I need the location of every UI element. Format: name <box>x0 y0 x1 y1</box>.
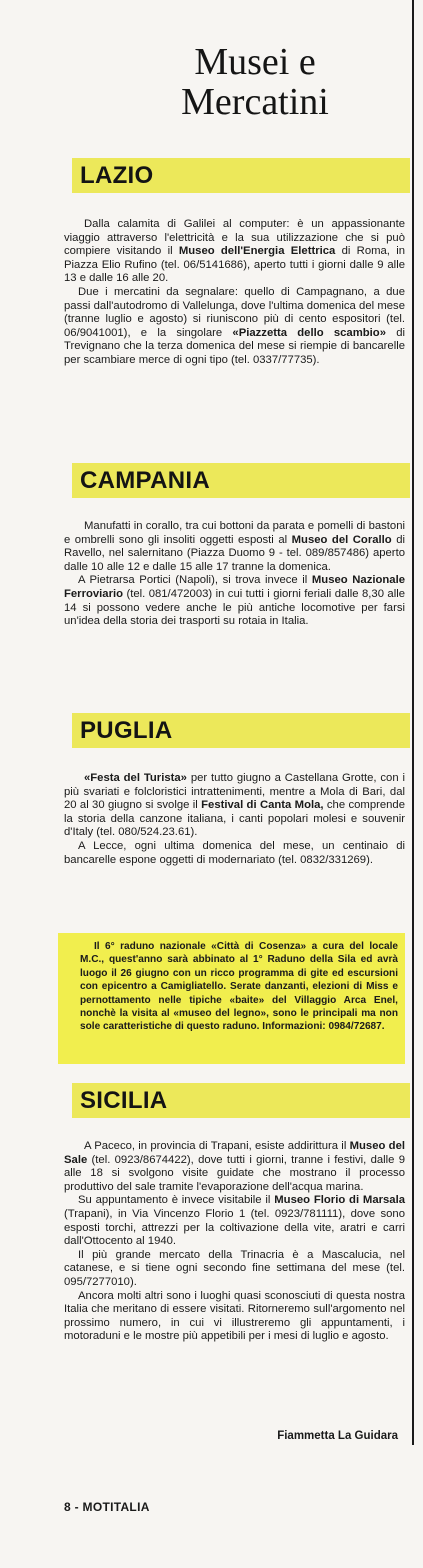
section-heading-label: PUGLIA <box>80 717 173 744</box>
paragraph <box>64 772 405 840</box>
museum-name: Museo del Sale <box>64 1140 405 1166</box>
section-heading-puglia <box>72 713 410 748</box>
text-run: che comprende la storia della canzone italiana, i canti popolari molesi e souvenir d'Italy (tel. 080/524.23.61). <box>64 799 405 839</box>
section-heading-sicilia <box>72 1083 410 1118</box>
paragraph: Ancora molti altri sono i luoghi quasi sconosciuti di questa nostra Italia che meritano di essere visitati. Ritorneremo sull'argomento nel prossimo numero, in cui vi illustreremo gli appuntamenti, i motoraduni e le mostre più appetibili per i mesi di luglio e agosto. <box>64 1289 405 1343</box>
text-run: (tel. 0923/8674422), dove tutti i giorni, tranne i festivi, dalle 9 alle 18 si svolgono visite guidate che mostrano il processo produttivo del sale tramite l'evaporazione dell'acqua marina. <box>64 1153 405 1193</box>
section-heading-label: SICILIA <box>80 1087 168 1114</box>
section-heading-lazio <box>72 158 410 193</box>
text-run: di Trevignano che la terza domenica del mese si riempie di bancarelle per scambiare merce di ogni tipo (tel. 0337/77735). <box>64 326 406 366</box>
column-rule <box>412 0 414 1445</box>
paragraph <box>64 520 405 574</box>
text-run: A Pietrarsa Portici (Napoli), si trova invece il <box>78 574 312 587</box>
paragraph <box>64 286 405 368</box>
text-run: di Ravello, nel salernitano (Piazza Duomo 9 - tel. 089/857486) aperto dalle 10 alle 12 e dalle 15 alle 17 tranne la domenica. <box>64 533 405 573</box>
museum-name: Museo Nazionale Ferroviario <box>64 574 405 600</box>
info-box-text: Il 6° raduno nazionale «Città di Cosenza» a cura del locale M.C., quest'anno sarà abbinato al 1° Raduno della Sila ed avrà luogo il 26 giugno con un ricco programma di gite ed escursioni con epicentro a Camigliatello. Serate danzanti, elezioni di Miss e pernottamento nelle tipiche «baite» del Villaggio Arca Enel, nonchè la visita al «museo del legno», sono le principali ma non sole caratteristiche di questo raduno. Informazioni: 0984/72687. <box>80 941 398 1033</box>
text-run: per tutto giugno a Castellana Grotte, con i più svariati e folcloristici intrattenimenti, mentre a Mola di Bari, dal 20 al 30 giugno si svolge il <box>64 772 405 812</box>
section-heading-label: CAMPANIA <box>80 467 210 494</box>
event-name: Festival di Canta Mola, <box>201 799 324 812</box>
page-footer: 8 - MOTITALIA <box>64 1500 150 1514</box>
title-line-1: Musei e <box>194 41 316 83</box>
text-run: Due i mercatini da segnalare: quello di Campagnano, a due passi dall'autodromo di Vallelunga, dove l'ultima domenica del mese (tranne luglio e agosto) si riuniscono più di cento espositori (tel. 06/9041001), e la singolare <box>64 285 405 339</box>
section-body-sicilia <box>64 1140 405 1344</box>
title-line-2: Mercatini <box>181 81 329 123</box>
market-name: «Piazzetta dello scambio» <box>232 326 386 339</box>
section-body-puglia <box>64 772 405 867</box>
text-run: Manufatti in corallo, tra cui bottoni da parata e pomelli di bastoni e ombrelli sono gli insoliti oggetti esposti al <box>64 520 405 546</box>
paragraph: A Lecce, ogni ultima domenica del mese, un centinaio di bancarelle espone oggetti di modernariato (tel. 0832/331269). <box>64 839 405 866</box>
text-run: (Trapani), in Via Vincenzo Florio 1 (tel. 0923/781111), dove sono esposti torchi, attrezzi per la coltivazione della vite, aratri e carri dall'Ottocento al 1940. <box>64 1207 405 1248</box>
text-run: (tel. 081/472003) in cui tutti i giorni feriali dalle 8,30 alle 14 si possono vedere anche le più antiche locomotive per farsi un'idea della storia dei trasporti su rotaia in Italia. <box>64 587 405 628</box>
museum-name: Museo dell'Energia Elettrica <box>178 245 336 258</box>
text-run: A Paceco, in provincia di Trapani, esiste addirittura il <box>84 1140 350 1152</box>
section-heading-label: LAZIO <box>80 162 154 189</box>
section-heading-campania <box>72 463 410 498</box>
event-name: «Festa del Turista» <box>84 772 187 784</box>
paragraph <box>64 574 405 628</box>
section-body-campania <box>64 520 405 629</box>
author-signature: Fiammetta La Guidara <box>277 1430 398 1442</box>
paragraph: Il più grande mercato della Trinacria è a Mascalucia, nel catanese, e si tiene ogni secondo fine settimana del mese (tel. 095/7277010). <box>64 1248 405 1288</box>
paragraph <box>64 218 405 286</box>
paragraph <box>64 1140 405 1194</box>
section-body-lazio <box>64 218 405 368</box>
text-run: di Roma, in Piazza Elio Rufino (tel. 06/5141686), aperto tutti i giorni dalle 9 alle 13 e dalle 16 alle 20. <box>64 245 405 285</box>
text-run: Su appuntamento è invece visitabile il <box>78 1194 275 1207</box>
page-title <box>150 42 360 122</box>
text-run: Dalla calamita di Galilei al computer: è un appassionante viaggio attraverso l'elettricità e la sua utilizzazione che si può compiere visitando il <box>64 218 405 258</box>
museum-name: Museo del Corallo <box>291 533 392 546</box>
info-box-cosenza <box>58 933 405 1064</box>
museum-name: Museo Florio di Marsala <box>274 1194 405 1207</box>
paragraph <box>64 1194 405 1248</box>
